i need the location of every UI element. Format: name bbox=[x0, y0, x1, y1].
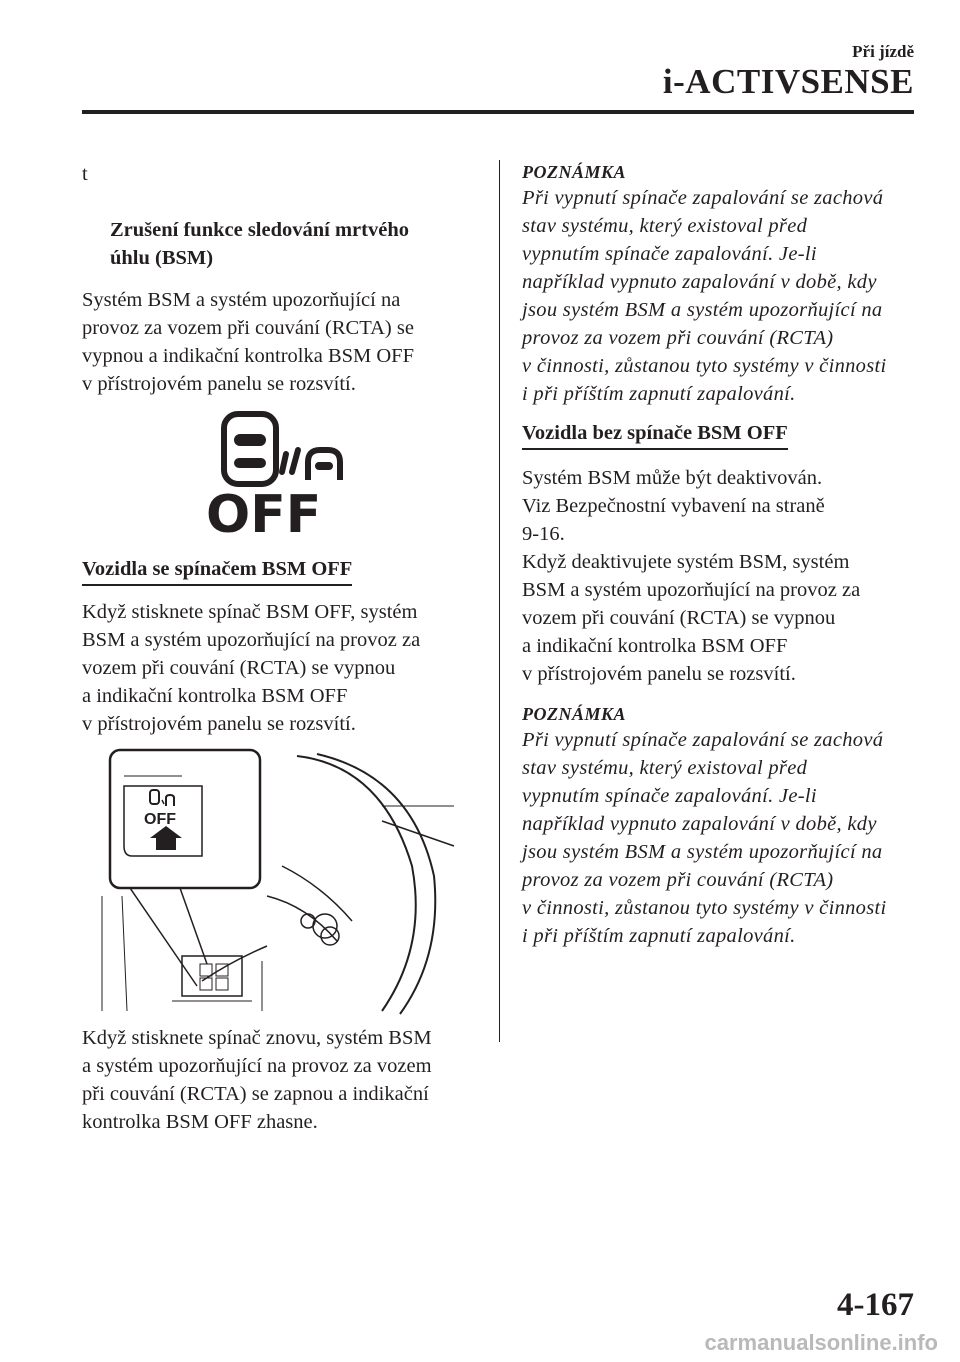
intro-paragraph: Systém BSM a systém upozorňující na provoz za vozem při couvání (RCTA) se vypnou a indikační kontrolka BSM OFF v přístrojovém panelu se rozsvítí. bbox=[82, 289, 414, 395]
section-heading bbox=[82, 160, 482, 272]
watermark: carmanualsonline.info bbox=[704, 1330, 938, 1355]
subheading-with-switch: Vozidla se spínačem BSM OFF bbox=[82, 556, 352, 586]
note-body-2: Při vypnutí spínače zapalování se zachová stav systému, který existoval před vypnutím spínače zapalování. Je-li například vypnuto zapalování v době, kdy jsou systém BSM a systém upozorňující na provoz za vozem při couvání (RCTA) v činnosti, zůstanou tyto systémy v činnosti i při příštím zapnutí zapalování. bbox=[522, 729, 887, 947]
bsm-off-indicator-icon bbox=[202, 410, 352, 540]
section-heading-text: Zrušení funkce sledování mrtvého úhlu (BSM) bbox=[110, 219, 409, 269]
indicator-off-text: OFF bbox=[206, 485, 322, 540]
running-header-chapter: i-ACTIVSENSE bbox=[662, 62, 914, 101]
switch-paragraph: Když stisknete spínač BSM OFF, systém BSM a systém upozorňující na provoz za vozem při couvání (RCTA) se vypnou a indikační kontrolka BSM OFF v přístrojovém panelu se rozsvítí. bbox=[82, 601, 421, 735]
page-number: 4-167 bbox=[837, 1287, 914, 1323]
header-rule bbox=[82, 110, 914, 114]
running-header-section: Při jízdě bbox=[852, 42, 914, 61]
left-column bbox=[82, 160, 482, 1136]
without-switch-paragraph: Systém BSM může být deaktivován. Viz Bezpečnostní vybavení na straně 9-16. Když deaktivujete systém BSM, systém BSM a systém upozorňující na provoz za vozem při couvání (RCTA) se vypnou a indikační kontrolka BSM OFF v přístrojovém panelu se rozsvítí. bbox=[522, 467, 861, 685]
note-title-1: POZNÁMKA bbox=[522, 162, 627, 182]
dashboard-switch-illustration bbox=[82, 746, 462, 1018]
note-body-1: Při vypnutí spínače zapalování se zachová stav systému, který existoval před vypnutím spínače zapalování. Je-li například vypnuto zapalování v době, kdy jsou systém BSM a systém upozorňující na provoz za vozem při couvání (RCTA) v činnosti, zůstanou tyto systémy v činnosti i při příštím zapnutí zapalování. bbox=[522, 187, 887, 405]
subheading-without-switch: Vozidla bez spínače BSM OFF bbox=[522, 420, 788, 450]
column-divider bbox=[499, 160, 500, 1042]
section-bullet-icon: t bbox=[82, 163, 88, 185]
note-title-2: POZNÁMKA bbox=[522, 704, 627, 724]
switch-off-label: OFF bbox=[144, 811, 176, 828]
switch-again-paragraph: Když stisknete spínač znovu, systém BSM a systém upozorňující na provoz za vozem při couvání (RCTA) se zapnou a indikační kontrolka BSM OFF zhasne. bbox=[82, 1027, 432, 1133]
right-column bbox=[522, 160, 922, 950]
